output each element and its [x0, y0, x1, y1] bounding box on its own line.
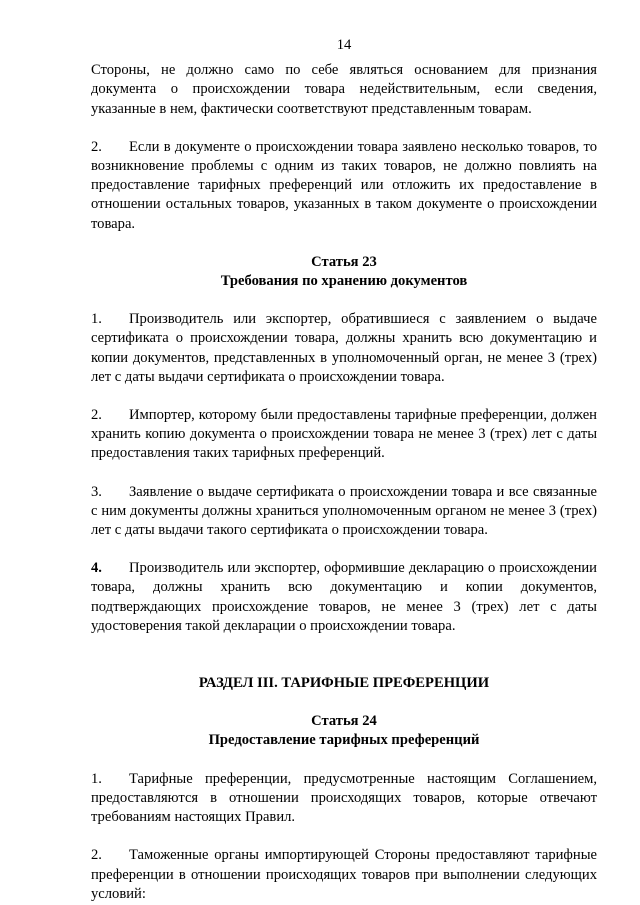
spacer — [91, 693, 597, 712]
paragraph-number: 2. — [91, 138, 102, 155]
article-24-item-1 — [91, 770, 597, 828]
article-23-item-1 — [91, 310, 597, 387]
paragraph-text: Тарифные преференции, предусмотренные настоящим Соглашением, предоставляются в отношении происходящих товаров, которые отвечают требованиям настоящих Правил. — [91, 770, 597, 826]
spacer — [91, 119, 597, 138]
paragraph-2 — [91, 138, 597, 234]
spacer — [91, 540, 597, 559]
paragraph-number: 2. — [91, 407, 102, 424]
spacer — [91, 291, 597, 310]
spacer — [91, 464, 597, 483]
spacer — [91, 387, 597, 406]
spacer — [91, 655, 597, 674]
paragraph-text: Таможенные органы импортирующей Стороны предоставляют тарифные преференции в отношении происходящих товаров при выполнении следующих условий: — [91, 847, 597, 902]
paragraph-number: 3. — [91, 483, 102, 500]
paragraph-text: Производитель или экспортер, обратившиеся с заявлением о выдаче сертификата о происхождении товара, должны хранить всю документацию и копии документов, представленных в уполномоченный орган, не менее 3 (трех) лет с даты выдачи сертификата о происхождении товара. — [91, 311, 597, 385]
spacer — [91, 751, 597, 770]
article-23-item-4 — [91, 559, 597, 636]
article-23-item-3 — [91, 483, 597, 541]
spacer — [91, 827, 597, 846]
article-23-item-2 — [91, 406, 597, 464]
article-24-subtitle: Предоставление тарифных преференций — [208, 732, 480, 749]
paragraph-number: 1. — [91, 770, 102, 787]
article-24-title: Статья 24 — [311, 713, 377, 730]
paragraph-number: 4. — [91, 560, 102, 577]
spacer — [91, 636, 597, 655]
paragraph-number: 2. — [91, 847, 102, 864]
article-23-subtitle: Требования по хранению документов — [220, 273, 468, 290]
section-3-title: РАЗДЕЛ III. ТАРИФНЫЕ ПРЕФЕРЕНЦИИ — [198, 675, 490, 692]
paragraph-text: Если в документе о происхождении товара заявлено несколько товаров, то возникновение проблемы с одним из таких товаров, не должно повлиять на предоставление тарифных преференций или отложить их предоставление в отношении остальных товаров, указанных в таком документе о происхождении товара. — [91, 138, 597, 232]
article-24-item-2 — [91, 846, 597, 904]
spacer — [91, 234, 597, 253]
intro-paragraph: Стороны, не должно само по себе являться основанием для признания документа о происхождении товара недействительным, если сведения, указанные в нем, фактически соответствуют представленным товарам. — [91, 62, 597, 117]
paragraph-number: 1. — [91, 311, 102, 328]
page-number: 14 — [336, 37, 352, 53]
paragraph-text: Импортер, которому были предоставлены тарифные преференции, должен хранить копию документа о происхождении товара не менее 3 (трех) лет с даты предоставления таких тарифных преференций. — [91, 407, 597, 462]
paragraph-text: Заявление о выдаче сертификата о происхождении товара и все связанные с ним документы должны храниться уполномоченным органом не менее 3 (трех) лет с даты выдачи такого сертификата о происхождении товара. — [91, 483, 597, 539]
article-23-title: Статья 23 — [311, 253, 377, 270]
paragraph-text: Производитель или экспортер, оформившие декларацию о происхождении товара, должны хранить всю документацию и копии документов, подтверждающих происхождение товаров, не менее 3 (трех) лет с даты удостоверения такой декларации о происхождении товара. — [91, 560, 597, 634]
document-page — [91, 36, 597, 904]
